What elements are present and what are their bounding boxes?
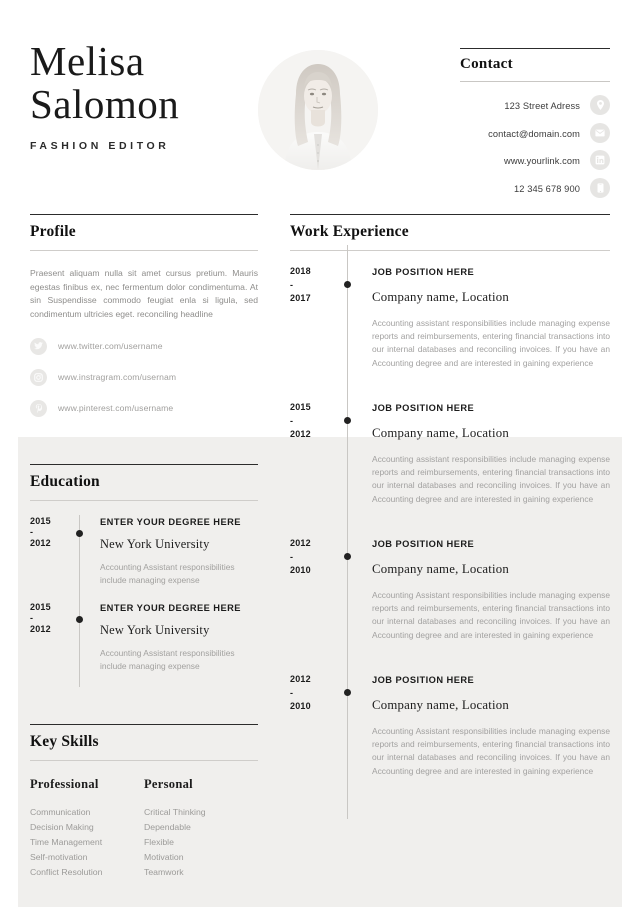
education-list [30, 515, 258, 673]
education-start-year: 2015 [30, 516, 51, 526]
timeline-dot [344, 281, 351, 288]
work-description: Accounting assistant responsibilities include managing expense reports and reimbursements, entering financial transactions into our internal databases and reconciling invoices. If you have an Accounting degree and are interested in gaining experience [372, 318, 610, 368]
skill-item: Decision Making [30, 822, 94, 832]
work-role: JOB POSITION HERE [372, 539, 475, 549]
work-date-dash: - [290, 687, 294, 698]
education-section [30, 464, 258, 687]
skill-item: Time Management [30, 837, 103, 847]
contact-row-email[interactable] [460, 121, 610, 145]
job-title: FASHION EDITOR [30, 140, 170, 152]
work-dates [290, 673, 330, 714]
work-end-year: 2012 [290, 429, 311, 439]
skill-item: Self-motivation [30, 852, 88, 862]
portrait-photo-icon [258, 50, 378, 170]
skill-item: Teamwork [144, 867, 184, 877]
contact-row-website[interactable] [460, 148, 610, 172]
resume-content [18, 18, 622, 907]
work-entry [290, 401, 610, 521]
key-skills-section [30, 724, 258, 880]
education-description: Accounting Assistant responsibilities include managing expense [100, 562, 235, 585]
skills-professional-title: Professional [30, 777, 99, 791]
skill-item: Flexible [144, 837, 174, 847]
skill-item: Communication [30, 807, 91, 817]
timeline-rail [79, 515, 80, 601]
social-link-twitter[interactable] [30, 335, 258, 357]
work-company: Company name, Location [372, 426, 509, 440]
work-dates [290, 401, 330, 442]
skill-item: Dependable [144, 822, 191, 832]
contact-email-text: contact@domain.com [488, 128, 580, 139]
education-date-dash: - [30, 527, 34, 537]
education-school: New York University [100, 537, 210, 551]
linkedin-icon [590, 150, 610, 170]
profile-heading-block [30, 214, 258, 251]
name-block [30, 40, 270, 152]
first-name: Melisa [30, 38, 145, 84]
education-entry [30, 515, 258, 587]
social-pinterest-text: www.pinterest.com/username [58, 403, 174, 414]
work-experience-section [290, 214, 610, 809]
timeline-dot [344, 689, 351, 696]
work-dates [290, 537, 330, 578]
work-list [290, 265, 610, 793]
contact-row-phone [460, 176, 610, 200]
skill-item: Critical Thinking [144, 807, 206, 817]
education-end-year: 2012 [30, 538, 51, 548]
work-company: Company name, Location [372, 290, 509, 304]
education-description: Accounting Assistant responsibilities include managing expense [100, 648, 235, 671]
timeline-dot [76, 616, 83, 623]
social-twitter-text: www.twitter.com/username [58, 341, 163, 352]
work-date-dash: - [290, 415, 294, 426]
work-entry [290, 265, 610, 385]
skill-item: Conflict Resolution [30, 867, 103, 877]
timeline-rail [347, 653, 348, 819]
education-date-dash: - [30, 613, 34, 623]
work-start-year: 2015 [290, 402, 311, 412]
profile-heading: Profile [30, 214, 258, 251]
work-description: Accounting assistant responsibilities include managing expense reports and reimbursements, entering financial transactions into our internal databases and reconciling invoices. If you have an Accounting degree and are interested in gaining experience [372, 454, 610, 504]
social-link-instagram[interactable] [30, 366, 258, 388]
twitter-icon [30, 338, 47, 355]
contact-section [460, 48, 610, 203]
phone-icon [590, 178, 610, 198]
education-degree: ENTER YOUR DEGREE HERE [100, 603, 241, 613]
pinterest-icon [30, 400, 47, 417]
work-role: JOB POSITION HERE [372, 267, 475, 277]
resume-sheet [18, 18, 622, 907]
avatar [258, 50, 378, 170]
last-name: Salomon [30, 81, 180, 127]
contact-phone-text: 12 345 678 900 [513, 183, 580, 194]
work-heading: Work Experience [290, 214, 610, 251]
skills-column-professional [30, 777, 144, 880]
profile-body-text: Praesent aliquam nulla sit amet cursus pretium. Mauris egestas finibus ex, nec fermentum dolor condimentuma. At sin Suspendisse commodo feugiat enla si ligula, sed condimentum ultricies eget. reconciling headline [30, 268, 258, 319]
education-end-year: 2012 [30, 624, 51, 634]
work-end-year: 2010 [290, 701, 311, 711]
skills-personal-title: Personal [144, 777, 193, 791]
instagram-icon [30, 369, 47, 386]
skills-heading-block [30, 724, 258, 761]
work-entry [290, 673, 610, 793]
work-end-year: 2010 [290, 565, 311, 575]
work-end-year: 2017 [290, 293, 311, 303]
work-start-year: 2012 [290, 674, 311, 684]
timeline-rail [79, 601, 80, 687]
work-company: Company name, Location [372, 698, 509, 712]
contact-website-text: www.yourlink.com [504, 156, 580, 166]
work-heading-block [290, 214, 610, 251]
skills-column-personal [144, 777, 258, 880]
work-role: JOB POSITION HERE [372, 675, 475, 685]
work-date-dash: - [290, 551, 294, 562]
social-instagram-text: www.instragram.com/usernam [58, 372, 177, 383]
skills-columns [30, 777, 258, 880]
skills-heading: Key Skills [30, 724, 258, 761]
education-heading-block [30, 464, 258, 501]
timeline-dot [76, 530, 83, 537]
work-dates [290, 265, 330, 306]
timeline-dot [344, 553, 351, 560]
work-start-year: 2012 [290, 538, 311, 548]
contact-address-text: 123 Street Adress [504, 101, 580, 111]
location-pin-icon [590, 95, 610, 115]
contact-heading: Contact [460, 48, 610, 82]
skills-professional-list [30, 805, 144, 880]
work-entry [290, 537, 610, 657]
social-links-list [30, 335, 258, 419]
social-link-pinterest[interactable] [30, 397, 258, 419]
work-date-dash: - [290, 279, 294, 290]
education-school: New York University [100, 623, 210, 637]
skills-personal-list [144, 805, 258, 880]
work-description: Accounting Assistant responsibilities include managing expense reports and reimbursements, entering financial transactions into our internal databases and reconciling invoices. If you have an Accounting degree and are interested in gaining experience [372, 590, 610, 640]
skill-item: Motivation [144, 852, 184, 862]
education-dates [30, 515, 68, 550]
education-start-year: 2015 [30, 602, 51, 612]
contact-row-address [460, 93, 610, 117]
timeline-dot [344, 417, 351, 424]
work-description: Accounting Assistant responsibilities include managing expense reports and reimbursements, entering financial transactions into our internal databases and reconciling invoices. If you have an Accounting degree and are interested in gaining experience [372, 726, 610, 776]
education-dates [30, 601, 68, 636]
work-start-year: 2018 [290, 266, 311, 276]
contact-list [460, 93, 610, 200]
education-heading: Education [30, 464, 258, 501]
work-role: JOB POSITION HERE [372, 403, 475, 413]
work-company: Company name, Location [372, 562, 509, 576]
header [18, 18, 622, 194]
education-entry [30, 601, 258, 673]
profile-section [30, 214, 258, 428]
envelope-icon [590, 123, 610, 143]
education-degree: ENTER YOUR DEGREE HERE [100, 517, 241, 527]
